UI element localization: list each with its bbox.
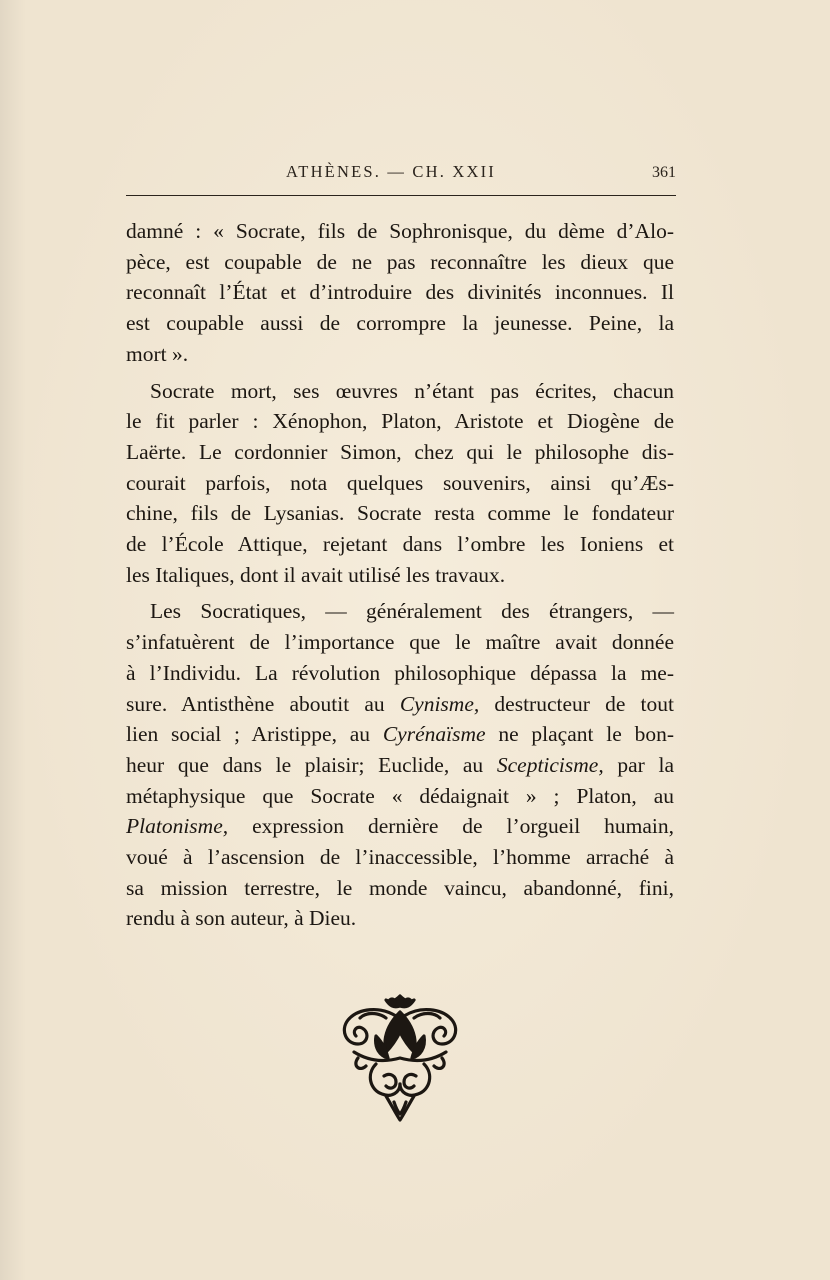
text-line: [126, 750, 674, 781]
text-line: voué à l’ascension de l’inaccessible, l’homme arraché à: [126, 845, 674, 870]
text-line: Laërte. Le cordonnier Simon, chez qui le philosophe dis-: [126, 439, 674, 464]
paragraph-1: [126, 216, 674, 370]
text-segment: par la: [603, 752, 675, 777]
text-line: à l’Individu. La révolution philosophique dépassa la me-: [126, 660, 674, 685]
text-line: mort ».: [126, 341, 189, 366]
body-text: [126, 216, 674, 934]
text-segment: sure. Antisthène aboutit au: [126, 691, 385, 716]
text-line: Socrate mort, ses œuvres n’étant pas écrites, chacun: [150, 378, 674, 403]
text-line: Les Socratiques, — généralement des étrangers, —: [150, 599, 674, 624]
page-number: 361: [652, 164, 676, 181]
text-segment: ne plaçant le bon-: [485, 722, 674, 747]
fleuron-ornament-icon: [336, 992, 464, 1124]
text-line: sa mission terrestre, le monde vaincu, abandonné, fini,: [126, 875, 674, 900]
text-line: s’infatuèrent de l’importance que le maître avait donnée: [126, 630, 674, 655]
text-line: les Italiques, dont il avait utilisé les travaux.: [126, 562, 506, 587]
text-line: le fit parler : Xénophon, Platon, Aristote et Diogène de: [126, 409, 674, 434]
text-line: chine, fils de Lysanias. Socrate resta comme le fondateur: [126, 501, 674, 526]
text-line: [126, 811, 674, 842]
text-segment: destructeur de tout: [479, 691, 674, 716]
header-rule: [126, 195, 676, 196]
text-line: rendu à son auteur, à Dieu.: [126, 906, 357, 931]
text-line: de l’École Attique, rejetant dans l’ombre les Ioniens et: [126, 532, 674, 557]
text-line: [126, 719, 674, 750]
text-line: métaphysique que Socrate « dédaignait » ; Platon, au: [126, 783, 674, 808]
paragraph-2: [126, 376, 674, 591]
running-head: [126, 158, 676, 188]
italic-term: Cyrénaïsme: [382, 722, 486, 747]
italic-term: Platonisme,: [126, 814, 229, 839]
text-line: [126, 689, 674, 720]
text-segment: expression dernière de l’orgueil humain,: [252, 814, 674, 839]
text-line: courait parfois, nota quelques souvenirs, ainsi qu’Æs-: [126, 470, 674, 495]
text-line: damné : « Socrate, fils de Sophronisque, du dème d’Alo-: [126, 219, 674, 243]
paragraph-3: [126, 596, 674, 934]
italic-term: Scepticisme,: [496, 752, 604, 777]
running-title: ATHÈNES. — CH. XXII: [286, 162, 496, 181]
text-line: reconnaît l’État et d’introduire des divinités inconnues. Il: [126, 280, 674, 305]
text-segment: heur que dans le plaisir; Euclide, au: [126, 752, 484, 777]
text-line: est coupable aussi de corrompre la jeunesse. Peine, la: [126, 311, 674, 336]
italic-term: Cynisme,: [399, 691, 480, 716]
text-line: pèce, est coupable de ne pas reconnaître les dieux que: [126, 249, 674, 274]
text-segment: lien social ; Aristippe, au: [126, 722, 371, 747]
